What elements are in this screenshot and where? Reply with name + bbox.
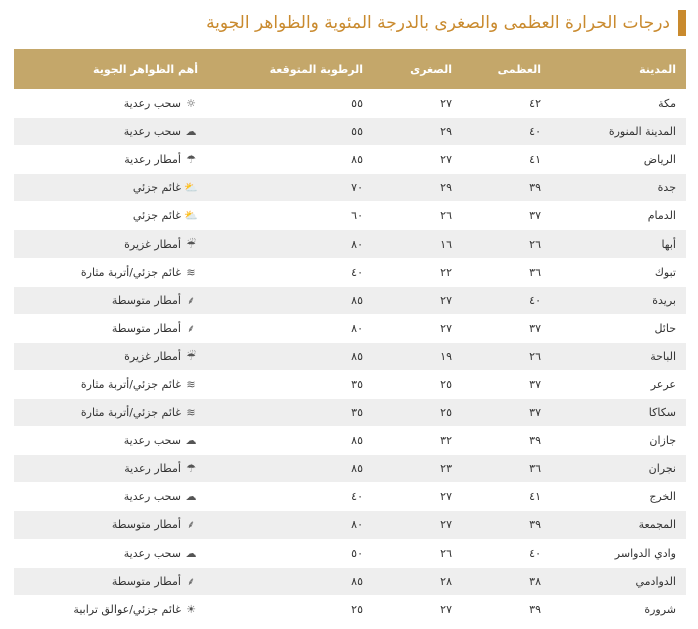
thunder-cloud-icon: ☁ [185, 125, 197, 139]
dust-icon: ≋ [186, 265, 196, 279]
cell-weather [14, 258, 208, 286]
weather-label: غائم جزئي [132, 181, 181, 195]
cell-weather [14, 342, 208, 370]
cell-weather [14, 399, 208, 427]
cell-weather [14, 511, 208, 539]
cell-weather [14, 567, 208, 595]
cell-weather [14, 202, 208, 230]
thunder-sun-icon: ☼ [186, 97, 196, 111]
table-row [14, 230, 686, 258]
cell-min: ٢٧ [373, 595, 462, 623]
cell-min: ٢٩ [373, 118, 462, 146]
cell-humidity: ٨٥ [208, 342, 373, 370]
weather-label: غائم جزئي/عوالق ترابية [73, 602, 181, 616]
cell-max: ٤٢ [462, 90, 551, 118]
cell-city: جازان [551, 427, 686, 455]
weather-label: أمطار رعدية [124, 153, 181, 167]
cell-min: ٢٦ [373, 202, 462, 230]
cell-city: الباحة [551, 342, 686, 370]
page-header [206, 8, 686, 38]
cell-max: ٢٦ [462, 230, 551, 258]
cell-min: ٢٦ [373, 539, 462, 567]
cell-city: الدمام [551, 202, 686, 230]
cell-max: ٣٩ [462, 174, 551, 202]
cell-min: ٢٥ [373, 370, 462, 398]
cell-min: ٢٧ [373, 511, 462, 539]
thunder-rain-icon: ☂ [186, 462, 196, 476]
partly-cloudy-icon: ⛅ [184, 181, 198, 195]
table-row [14, 483, 686, 511]
title-accent-bar [678, 10, 686, 36]
cell-city: وادي الدواسر [551, 539, 686, 567]
cell-humidity: ٢٥ [208, 595, 373, 623]
cell-max: ٣٧ [462, 202, 551, 230]
heavy-rain-icon: ☔ [186, 237, 196, 251]
cell-weather [14, 118, 208, 146]
weather-label: غائم جزئي [132, 209, 181, 223]
cell-humidity: ٨٥ [208, 427, 373, 455]
cell-humidity: ٧٠ [208, 174, 373, 202]
cell-max: ٤٠ [462, 539, 551, 567]
thunder-cloud-icon: ☁ [185, 434, 197, 448]
rain-icon: ⸙ [186, 574, 196, 588]
cell-min: ٢٧ [373, 146, 462, 174]
cell-humidity: ٣٥ [208, 370, 373, 398]
table-row [14, 286, 686, 314]
table-row [14, 455, 686, 483]
cell-min: ٢٥ [373, 399, 462, 427]
cell-weather [14, 90, 208, 118]
cell-min: ٢٩ [373, 174, 462, 202]
cell-humidity: ٤٠ [208, 483, 373, 511]
cell-city: مكة [551, 90, 686, 118]
table-row [14, 118, 686, 146]
cell-weather [14, 146, 208, 174]
cell-city: تبوك [551, 258, 686, 286]
cell-min: ٢٧ [373, 314, 462, 342]
page-title: درجات الحرارة العظمى والصغرى بالدرجة المئوية والظواهر الجوية [206, 13, 670, 33]
cell-city: نجران [551, 455, 686, 483]
cell-humidity: ٣٥ [208, 399, 373, 427]
weather-label: أمطار متوسطة [111, 321, 181, 335]
cell-max: ٤١ [462, 483, 551, 511]
dust-icon: ≋ [186, 406, 196, 420]
weather-label: غائم جزئي/أتربة مثارة [80, 265, 181, 279]
cell-weather [14, 174, 208, 202]
cell-max: ٣٨ [462, 567, 551, 595]
cell-weather [14, 370, 208, 398]
table-row [14, 174, 686, 202]
header-weather: أهم الظواهر الجوية [14, 49, 208, 90]
cell-city: شرورة [551, 595, 686, 623]
weather-label: سحب رعدية [123, 125, 181, 139]
weather-label: سحب رعدية [123, 434, 181, 448]
table-header-row [14, 49, 686, 90]
heavy-rain-icon: ☔ [186, 349, 196, 363]
cell-min: ٣٢ [373, 427, 462, 455]
cell-min: ٢٨ [373, 567, 462, 595]
cell-min: ٢٢ [373, 258, 462, 286]
cell-min: ١٦ [373, 230, 462, 258]
header-city: المدينة [551, 49, 686, 90]
cell-humidity: ٥٥ [208, 90, 373, 118]
cell-weather [14, 595, 208, 623]
cell-city: الرياض [551, 146, 686, 174]
cell-humidity: ٥٠ [208, 539, 373, 567]
cell-humidity: ٤٠ [208, 258, 373, 286]
cell-max: ٣٩ [462, 427, 551, 455]
cell-humidity: ٦٠ [208, 202, 373, 230]
cell-city: بريدة [551, 286, 686, 314]
table-row [14, 511, 686, 539]
table-row [14, 539, 686, 567]
weather-table [14, 49, 686, 623]
cell-max: ٣٩ [462, 511, 551, 539]
rain-icon: ⸙ [186, 518, 196, 532]
cell-weather [14, 230, 208, 258]
dust-sun-icon: ☀ [186, 602, 196, 616]
weather-label: أمطار متوسطة [111, 518, 181, 532]
cell-city: الدوادمي [551, 567, 686, 595]
cell-city: سكاكا [551, 399, 686, 427]
cell-min: ١٩ [373, 342, 462, 370]
cell-city: حائل [551, 314, 686, 342]
cell-humidity: ٨٠ [208, 230, 373, 258]
cell-weather [14, 427, 208, 455]
cell-weather [14, 539, 208, 567]
cell-min: ٢٣ [373, 455, 462, 483]
table-row [14, 146, 686, 174]
cell-humidity: ٨٥ [208, 286, 373, 314]
table-row [14, 595, 686, 623]
header-min: الصغرى [373, 49, 462, 90]
header-max: العظمى [462, 49, 551, 90]
cell-max: ٣٩ [462, 595, 551, 623]
thunder-cloud-icon: ☁ [185, 546, 197, 560]
cell-weather [14, 286, 208, 314]
table-row [14, 342, 686, 370]
cell-min: ٢٧ [373, 90, 462, 118]
cell-max: ٢٦ [462, 342, 551, 370]
weather-label: أمطار متوسطة [111, 293, 181, 307]
cell-max: ٣٦ [462, 455, 551, 483]
table-row [14, 399, 686, 427]
cell-city: المدينة المنورة [551, 118, 686, 146]
weather-label: أمطار غزيرة [124, 237, 181, 251]
table-row [14, 370, 686, 398]
partly-cloudy-icon: ⛅ [184, 209, 198, 223]
cell-city: جدة [551, 174, 686, 202]
cell-city: أبها [551, 230, 686, 258]
cell-max: ٣٧ [462, 314, 551, 342]
table-row [14, 427, 686, 455]
weather-label: غائم جزئي/أتربة مثارة [80, 377, 181, 391]
weather-label: سحب رعدية [123, 490, 181, 504]
thunder-cloud-icon: ☁ [185, 490, 197, 504]
cell-city: عرعر [551, 370, 686, 398]
cell-max: ٣٧ [462, 399, 551, 427]
cell-max: ٤١ [462, 146, 551, 174]
weather-label: أمطار رعدية [124, 462, 181, 476]
table-row [14, 567, 686, 595]
weather-label: أمطار غزيرة [124, 349, 181, 363]
cell-max: ٣٦ [462, 258, 551, 286]
cell-humidity: ٨٥ [208, 146, 373, 174]
cell-weather [14, 483, 208, 511]
header-humidity: الرطوبة المتوقعة [208, 49, 373, 90]
cell-city: الخرج [551, 483, 686, 511]
rain-icon: ⸙ [186, 321, 196, 335]
table-row [14, 90, 686, 118]
cell-humidity: ٨٠ [208, 511, 373, 539]
cell-min: ٢٧ [373, 483, 462, 511]
table-row [14, 202, 686, 230]
cell-max: ٤٠ [462, 118, 551, 146]
cell-weather [14, 314, 208, 342]
rain-icon: ⸙ [186, 293, 196, 307]
table-row [14, 314, 686, 342]
cell-weather [14, 455, 208, 483]
thunder-rain-icon: ☂ [186, 153, 196, 167]
cell-humidity: ٨٥ [208, 455, 373, 483]
cell-humidity: ٥٥ [208, 118, 373, 146]
table-row [14, 258, 686, 286]
cell-humidity: ٨٥ [208, 567, 373, 595]
cell-humidity: ٨٠ [208, 314, 373, 342]
cell-city: المجمعة [551, 511, 686, 539]
cell-max: ٤٠ [462, 286, 551, 314]
weather-label: أمطار متوسطة [111, 574, 181, 588]
cell-max: ٣٧ [462, 370, 551, 398]
dust-icon: ≋ [186, 377, 196, 391]
weather-label: غائم جزئي/أتربة مثارة [80, 406, 181, 420]
weather-label: سحب رعدية [123, 97, 181, 111]
cell-min: ٢٧ [373, 286, 462, 314]
weather-label: سحب رعدية [123, 546, 181, 560]
